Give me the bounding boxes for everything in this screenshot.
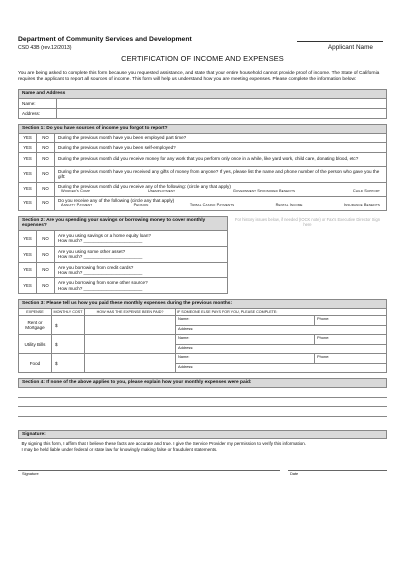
section4-explanation-lines[interactable]	[18, 388, 387, 417]
signature-line[interactable]	[18, 470, 280, 471]
section2-row	[19, 278, 228, 294]
intro-text: You are being asked to complete this form because you requested assistance, and state that your entire household cannot provide proof of income. The State of California requires the applicant to report all sources of income. This form will help us understand how you are meeting expenses. Please complete the information below:	[18, 71, 380, 83]
section1-question-text: During the previous month did you receive any of the following: (circle any that apply)	[58, 183, 231, 189]
expense-row	[19, 335, 387, 345]
section2-question-text: Are you borrowing from credit cards?	[58, 264, 134, 270]
applicant-name-label: Applicant Name	[327, 44, 373, 51]
section4-heading: Section 4: If none of the above applies to you, please explain how your monthly expenses were paid:	[19, 379, 387, 388]
section3-table	[18, 299, 387, 373]
section2-wrapper	[18, 216, 387, 295]
expense-row	[19, 316, 387, 326]
how-much-label: How much?	[58, 238, 83, 244]
signature-table	[18, 430, 387, 456]
section2-table	[18, 216, 228, 295]
option-tribal-casino[interactable]: Tribal Casino Payments	[189, 202, 235, 208]
section2-question-text: Are you using some other asset?	[58, 248, 126, 254]
col-how-paid: HOW HAS THE EXPENSE BEEN PAID?	[85, 308, 176, 315]
form-id: CSD 43B (rev.12/2013)	[18, 45, 72, 51]
monthly-cost-field[interactable]: $	[52, 354, 85, 373]
explanation-line[interactable]	[18, 398, 387, 408]
section1-table	[18, 124, 387, 211]
yes-option[interactable]: YES	[19, 166, 37, 182]
name-label: Name:	[19, 99, 57, 109]
payer-name-field[interactable]: Name:	[176, 354, 315, 364]
how-much-field[interactable]: How much? _______________________	[58, 254, 143, 260]
name-address-heading: Name and Address	[19, 90, 387, 99]
option-workers-comp[interactable]: Worker's Comp	[61, 188, 91, 194]
department-name: Department of Community Services and Development	[18, 36, 192, 43]
section2-row	[19, 262, 228, 278]
no-option[interactable]: NO	[37, 231, 55, 247]
payer-phone-field[interactable]: Phone:	[315, 354, 387, 364]
name-address-table	[18, 89, 387, 119]
section2-row	[19, 246, 228, 262]
section1-row	[19, 143, 387, 152]
office-use-note: For history issues below, if needed (IOCK note) or Fax's Executive Director Sign here	[234, 216, 381, 227]
payer-address-field[interactable]: Address:	[176, 325, 387, 335]
how-much-label: How much?	[58, 270, 83, 276]
address-field[interactable]	[57, 109, 387, 119]
no-option[interactable]: NO	[37, 182, 55, 196]
option-unemployment[interactable]: Unemployment	[147, 188, 176, 194]
yes-option[interactable]: YES	[19, 182, 37, 196]
section2-row	[19, 231, 228, 247]
signature-label: Signature	[22, 470, 39, 476]
no-option[interactable]: NO	[37, 262, 55, 278]
explanation-line[interactable]	[18, 407, 387, 417]
section2-question-text: Are you borrowing from some other source?	[58, 280, 148, 286]
income-options-b	[58, 203, 383, 208]
col-monthly-cost: MONTHLY COST	[52, 308, 85, 315]
how-much-field[interactable]: How much? _______________________	[58, 238, 143, 244]
date-label: Date	[290, 470, 299, 476]
no-option[interactable]: NO	[37, 278, 55, 294]
expense-label: Food	[19, 354, 52, 373]
payer-name-field[interactable]: Name:	[176, 335, 315, 345]
option-rental-income[interactable]: Rental Income	[275, 202, 303, 208]
section2-heading: Section 2: Are you spending your savings or borrowing money to cover monthly expenses?	[19, 216, 228, 231]
no-option[interactable]: NO	[37, 196, 55, 210]
no-option[interactable]: NO	[37, 152, 55, 166]
section1-row	[19, 196, 387, 210]
section1-row	[19, 166, 387, 182]
name-field[interactable]	[57, 99, 387, 109]
no-option[interactable]: NO	[37, 246, 55, 262]
section1-row	[19, 133, 387, 142]
no-option[interactable]: NO	[37, 166, 55, 182]
section1-row	[19, 152, 387, 166]
yes-option[interactable]: YES	[19, 278, 37, 294]
option-insurance-benefits[interactable]: Insurance Benefits	[343, 202, 380, 208]
signature-row	[18, 462, 387, 480]
how-paid-field[interactable]	[85, 316, 176, 335]
section1-question	[55, 196, 387, 210]
col-someone-else: IF SOMEONE ELSE PAYS FOR YOU, PLEASE COMPLETE:	[176, 308, 387, 315]
payer-address-field[interactable]: Address:	[176, 344, 387, 354]
section1-row	[19, 182, 387, 196]
address-label: Address:	[19, 109, 57, 119]
payer-phone-field[interactable]: Phone:	[315, 316, 387, 326]
date-line[interactable]	[288, 470, 387, 471]
section1-question	[55, 182, 387, 196]
expense-label: Rent or Mortgage	[19, 316, 52, 335]
payer-name-field[interactable]: Name:	[176, 316, 315, 326]
yes-option[interactable]: YES	[19, 143, 37, 152]
section4-table	[18, 378, 387, 388]
how-paid-field[interactable]	[85, 354, 176, 373]
form-header	[18, 36, 387, 66]
signature-text-1: By signing this form, I affirm that I believe these facts are accurate and true. I give the Service Provider my permission to verify this information.	[21, 441, 307, 447]
payer-address-field[interactable]: Address:	[176, 363, 387, 373]
section1-question: During the previous month have you been self-employed?	[55, 143, 387, 152]
section2-question	[55, 262, 228, 278]
monthly-cost-field[interactable]: $	[52, 335, 85, 354]
section1-question-text: Do you receive any of the following (circle any that apply)	[58, 197, 175, 203]
section3-heading: Section 3: Please tell us how you paid these monthly expenses during the previous months:	[19, 300, 387, 309]
section2-question	[55, 231, 228, 247]
yes-option[interactable]: YES	[19, 262, 37, 278]
expense-row	[19, 354, 387, 364]
payer-phone-field[interactable]: Phone:	[315, 335, 387, 345]
how-paid-field[interactable]	[85, 335, 176, 354]
section1-heading: Section 1: Do you have sources of income you forgot to report?	[19, 125, 387, 134]
yes-option[interactable]: YES	[19, 152, 37, 166]
applicant-name-line[interactable]	[297, 41, 383, 42]
section1-question: During the previous month did you receive money for any work that you perform only once in a while, like yard work, child care, donating blood, etc?	[55, 152, 387, 166]
signature-text-2: I may be held liable under federal or state law for knowingly making false or fraudulent statements.	[21, 447, 218, 453]
explanation-line[interactable]	[18, 388, 387, 398]
option-annuity[interactable]: Annuity Payment	[61, 202, 93, 208]
col-expense: EXPENSE	[19, 308, 52, 315]
section1-question: During the previous month have you received any gifts of money from anyone? If yes, please list the name and phone number of the person who gave you the gift:	[55, 166, 387, 182]
option-government-benefits[interactable]: Government Sponsored Benefits	[232, 188, 296, 194]
no-option[interactable]: NO	[37, 143, 55, 152]
option-pension[interactable]: Pension	[133, 202, 149, 208]
how-much-label: How much?	[58, 285, 83, 291]
signature-statement	[19, 439, 387, 456]
yes-option[interactable]: YES	[19, 231, 37, 247]
form-title: CERTIFICATION OF INCOME AND EXPENSES	[121, 54, 284, 63]
monthly-cost-field[interactable]: $	[52, 316, 85, 335]
how-much-label: How much?	[58, 254, 83, 260]
expense-label: Utility Bills	[19, 335, 52, 354]
yes-option[interactable]: YES	[19, 246, 37, 262]
option-child-support[interactable]: Child Support	[352, 188, 380, 194]
form-page	[18, 36, 387, 480]
how-much-field[interactable]: How much? _______________________	[58, 285, 143, 291]
signature-heading: Signature:	[19, 430, 387, 439]
no-option[interactable]: NO	[37, 133, 55, 142]
yes-option[interactable]: YES	[19, 133, 37, 142]
income-options-a	[58, 189, 383, 194]
section2-question	[55, 246, 228, 262]
section2-question-text: Are you using savings or a home equity loan?	[58, 232, 151, 238]
section1-question: During the previous month have you been employed part time?	[55, 133, 387, 142]
yes-option[interactable]: YES	[19, 196, 37, 210]
section2-question	[55, 278, 228, 294]
how-much-field[interactable]: How much? _______________________	[58, 270, 143, 276]
